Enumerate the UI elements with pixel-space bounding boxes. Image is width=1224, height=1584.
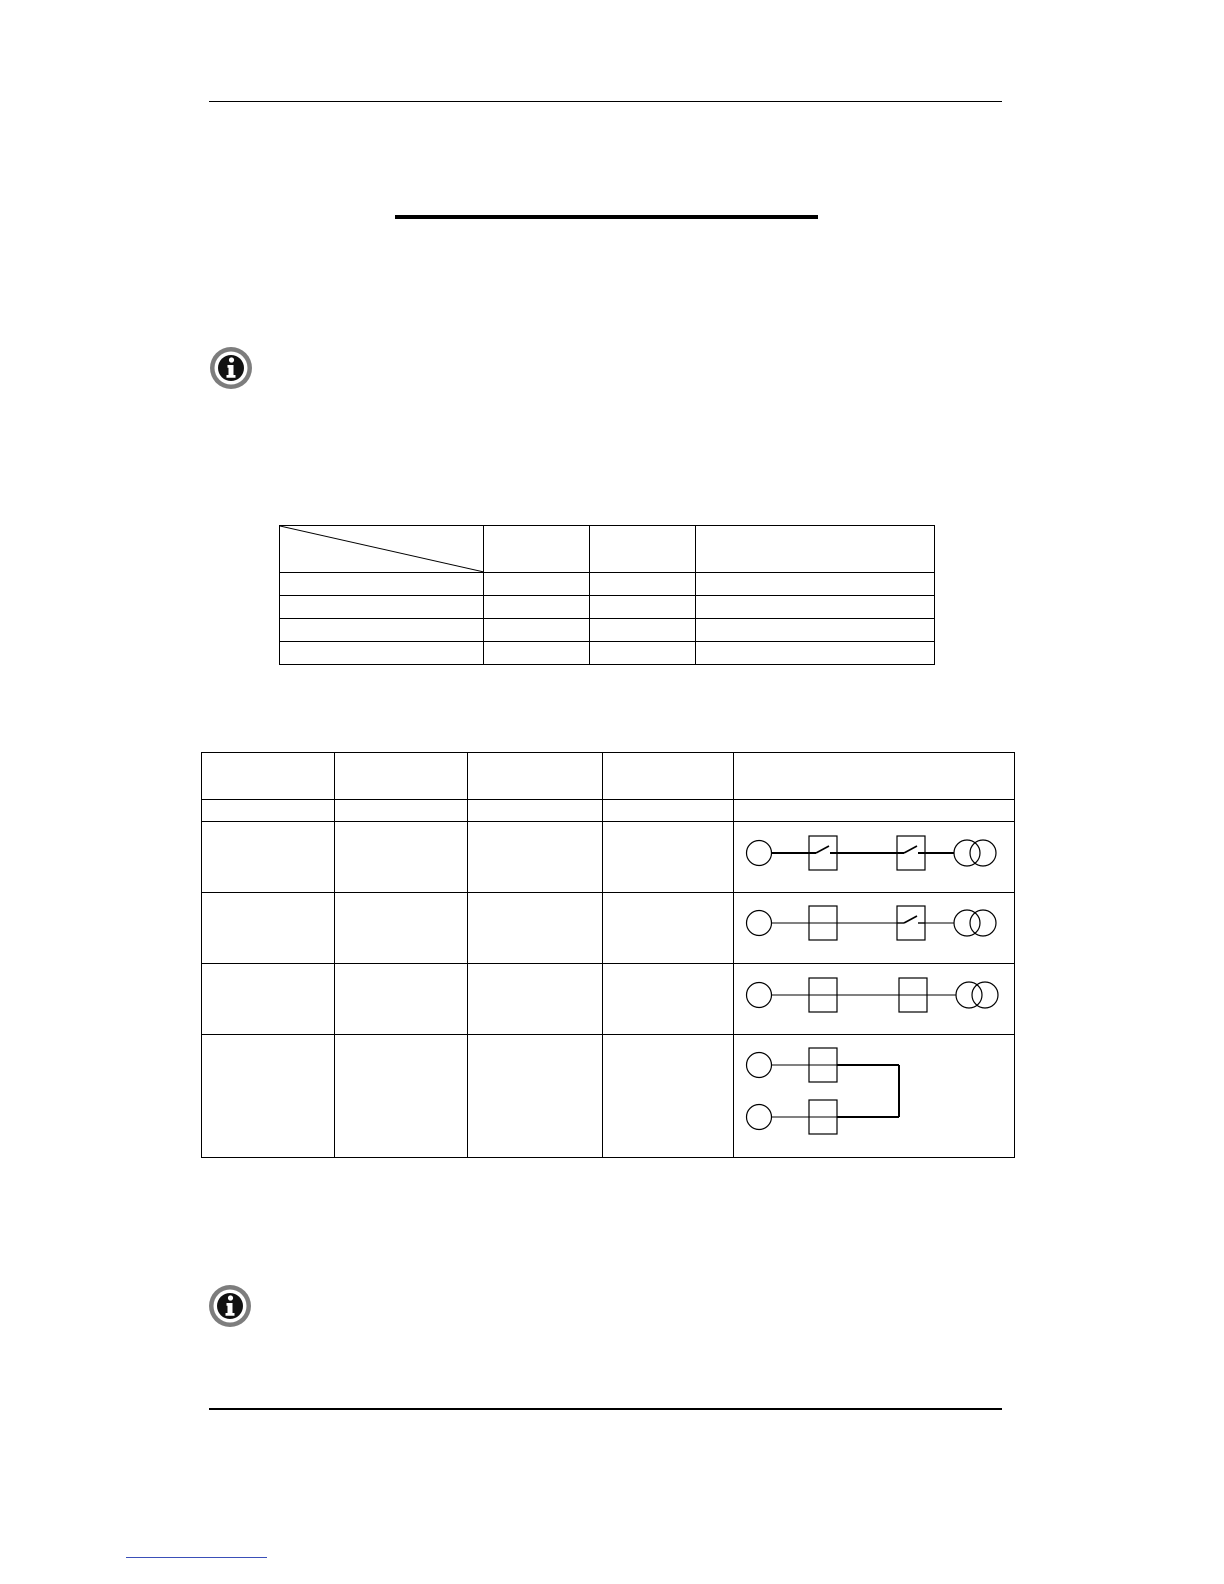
table-cell [202, 964, 335, 1035]
table-cell [696, 596, 935, 619]
table-cell [202, 822, 335, 893]
table-2-header-cell [468, 753, 603, 800]
table-cell [696, 619, 935, 642]
table-row [202, 822, 1015, 893]
table-cell [335, 964, 468, 1035]
link-underline[interactable] [126, 1557, 267, 1558]
table-row [280, 642, 935, 665]
table-cell [603, 822, 734, 893]
table-2-header-row [202, 753, 1015, 800]
table-cell [468, 893, 603, 964]
header-rule [209, 101, 1002, 102]
table-cell [484, 596, 590, 619]
single-line-diagram-1 [734, 822, 1015, 892]
table-2-header-cell [603, 753, 734, 800]
table-cell [335, 1035, 468, 1158]
table-1-diagonal-header-cell [280, 526, 484, 573]
table-cell [484, 573, 590, 596]
table-cell [696, 573, 935, 596]
table-row [202, 893, 1015, 964]
table-cell [468, 1035, 603, 1158]
diagram-cell [734, 964, 1015, 1035]
generator-symbol [747, 911, 772, 936]
diagram-cell [734, 893, 1015, 964]
transformer-symbol [954, 910, 980, 936]
single-line-diagram-4 [734, 1035, 1015, 1157]
table-1-header-cell [696, 526, 935, 573]
generator-symbol [747, 1105, 772, 1130]
single-line-diagram-3 [734, 964, 1015, 1034]
table-cell [468, 822, 603, 893]
table-cell [202, 893, 335, 964]
generator-symbol [747, 983, 772, 1008]
table-cell [468, 964, 603, 1035]
table-cell [696, 642, 935, 665]
table-2 [201, 752, 1015, 1158]
table-1-header-cell [590, 526, 696, 573]
table-cell [590, 619, 696, 642]
table-row [280, 596, 935, 619]
table-1 [279, 525, 935, 665]
table-cell [590, 642, 696, 665]
table-cell [280, 596, 484, 619]
table-row [280, 573, 935, 596]
table-cell [280, 619, 484, 642]
info-icon [207, 1283, 253, 1329]
table-2-header-cell [734, 753, 1015, 800]
table-cell [484, 642, 590, 665]
table-cell [590, 573, 696, 596]
table-cell [603, 800, 734, 822]
table-cell [280, 573, 484, 596]
info-icon [208, 345, 254, 391]
single-line-diagram-2 [734, 893, 1015, 963]
diagonal-divider [280, 526, 484, 572]
table-cell [603, 1035, 734, 1158]
table-2-subheader-row [202, 800, 1015, 822]
table-cell [590, 596, 696, 619]
table-cell [335, 800, 468, 822]
table-cell [484, 619, 590, 642]
table-1-header-cell [484, 526, 590, 573]
diagram-cell [734, 1035, 1015, 1158]
table-cell [603, 893, 734, 964]
transformer-symbol [954, 840, 980, 866]
table-row [202, 1035, 1015, 1158]
diagram-cell [734, 822, 1015, 893]
table-cell [734, 800, 1015, 822]
table-cell [280, 642, 484, 665]
table-cell [468, 800, 603, 822]
generator-symbol [747, 1053, 772, 1078]
table-row [202, 964, 1015, 1035]
generator-symbol [747, 841, 772, 866]
footer-rule [209, 1408, 1002, 1410]
table-cell [202, 800, 335, 822]
table-row [280, 619, 935, 642]
transformer-symbol [956, 982, 982, 1008]
table-2-header-cell [335, 753, 468, 800]
table-1-header-row [280, 526, 935, 573]
table-cell [335, 822, 468, 893]
table-2-header-cell [202, 753, 335, 800]
title-underline [395, 215, 818, 219]
table-cell [202, 1035, 335, 1158]
table-cell [603, 964, 734, 1035]
table-cell [335, 893, 468, 964]
